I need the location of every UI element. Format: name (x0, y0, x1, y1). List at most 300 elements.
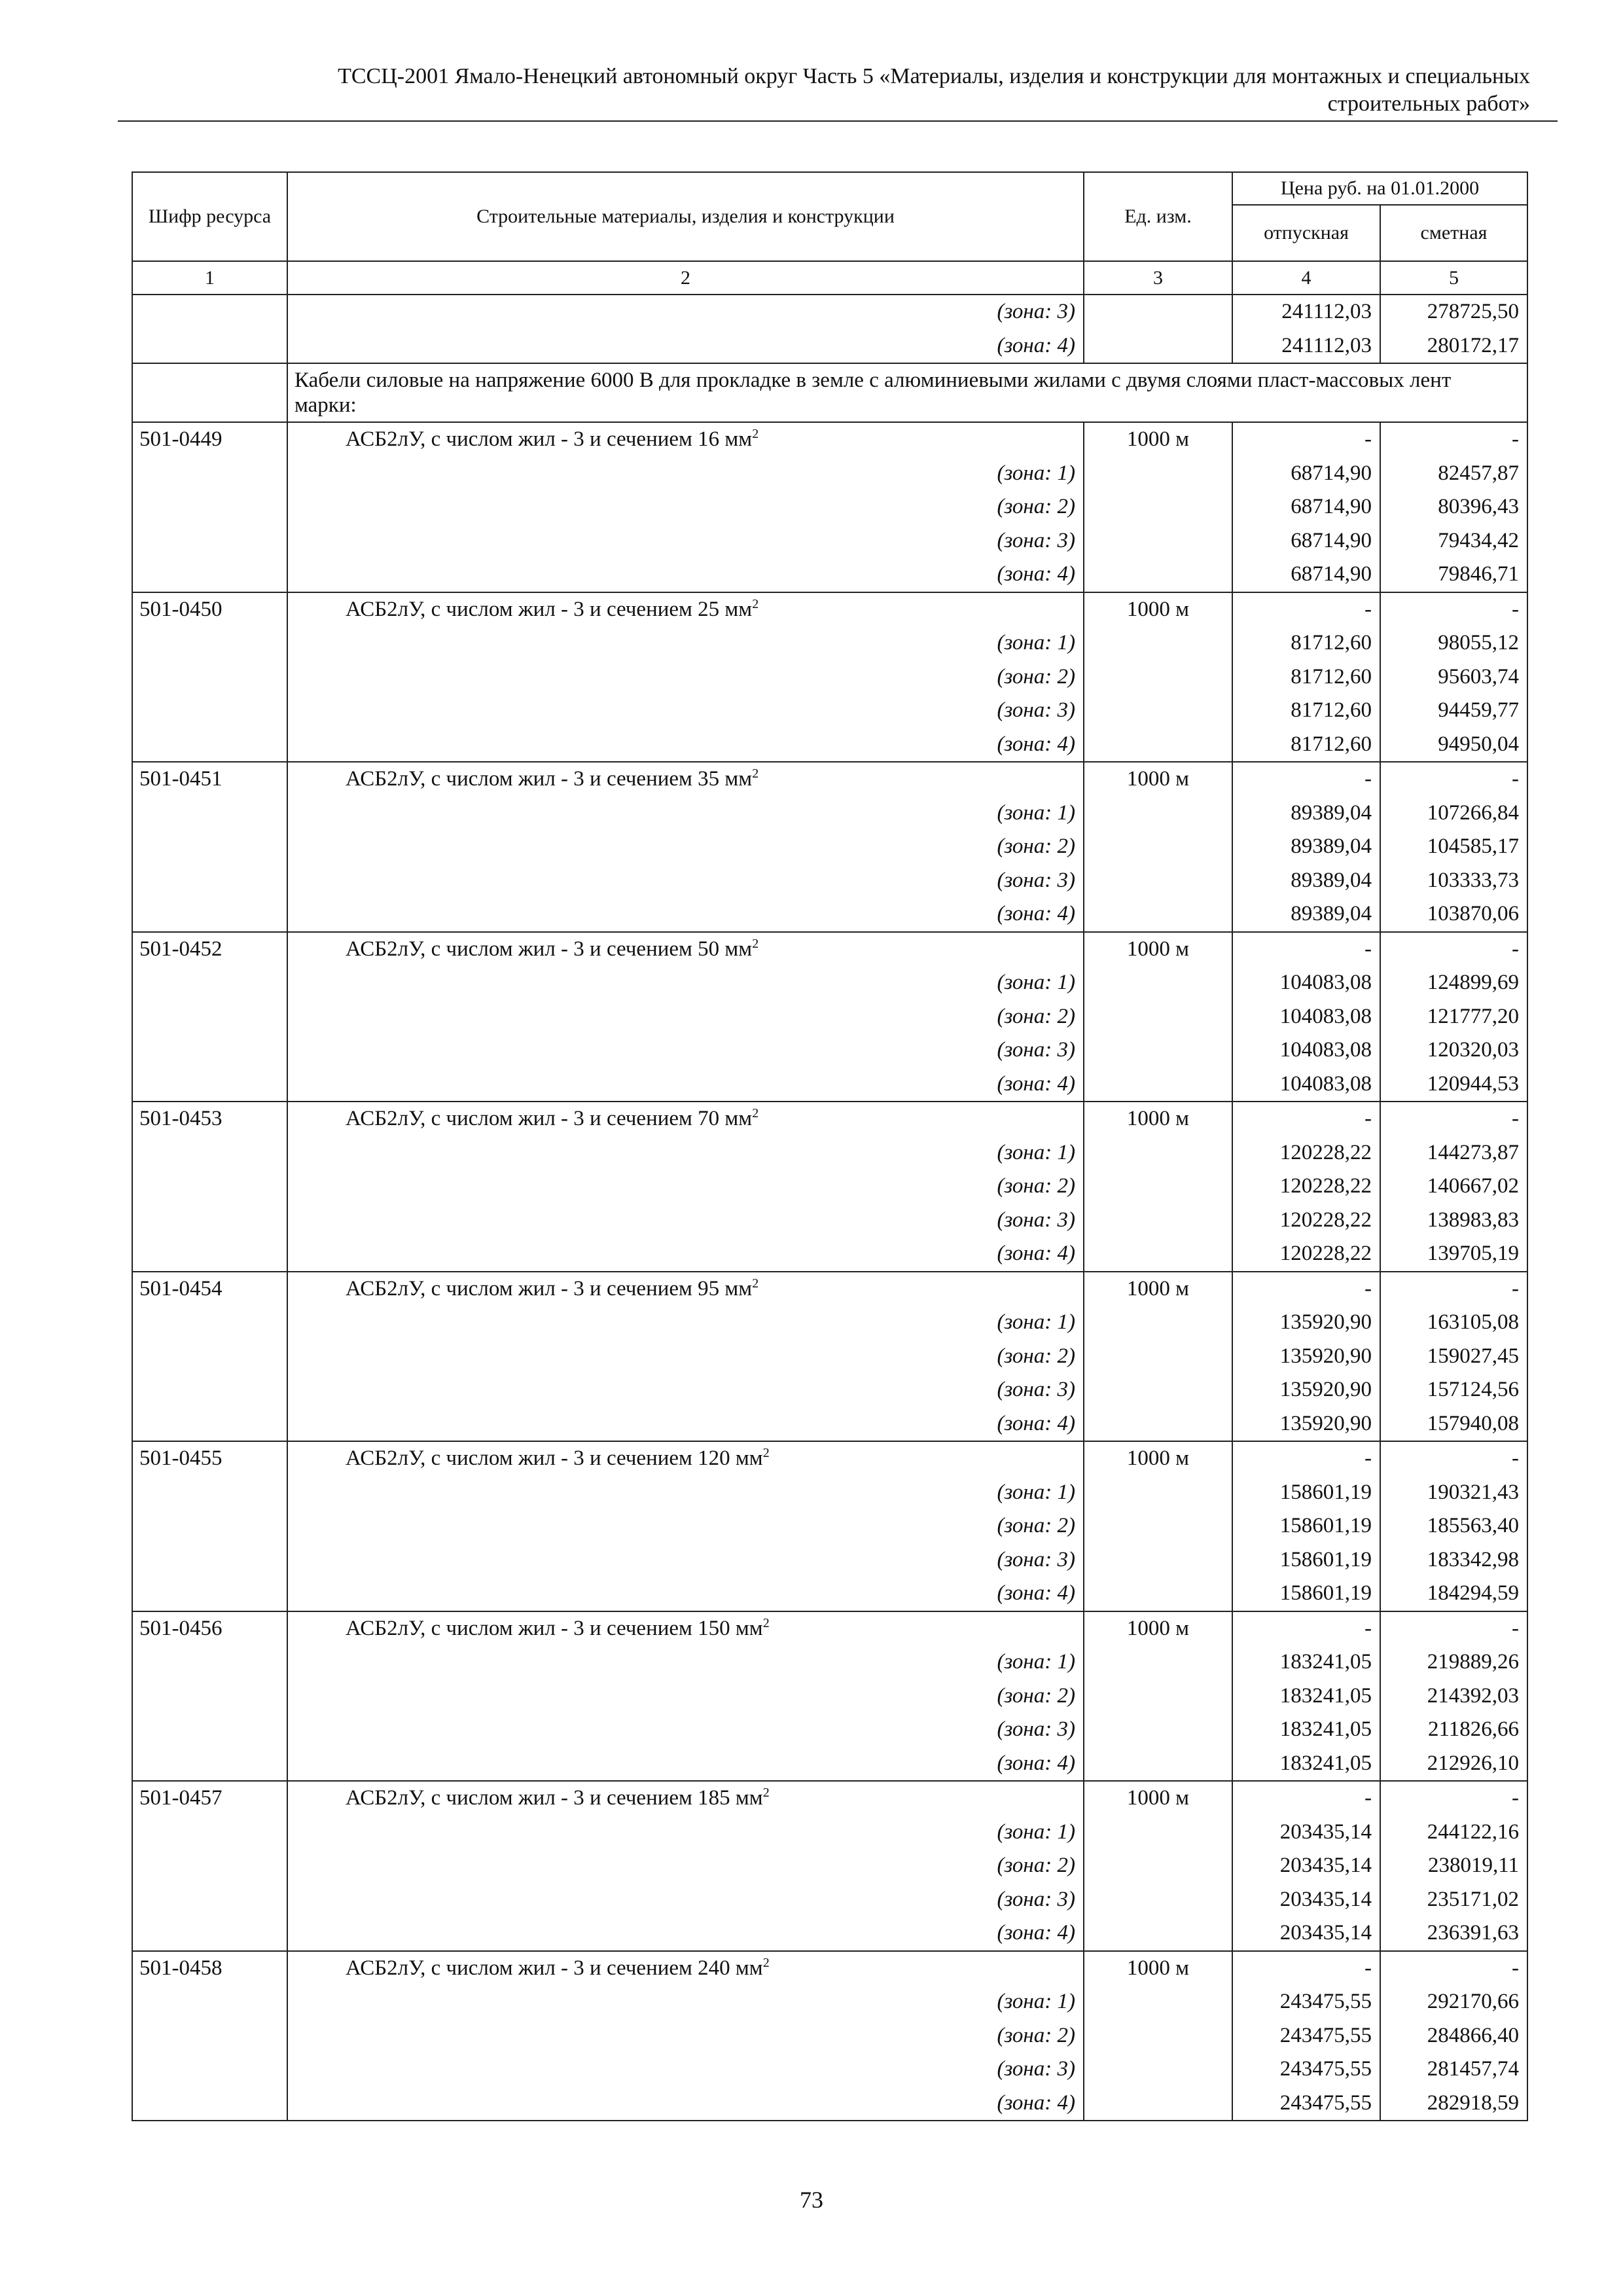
zone-row (132, 558, 1527, 592)
release-price: 203435,14 (1232, 1849, 1380, 1883)
code-cell (132, 1916, 287, 1951)
unit-cell (1084, 1033, 1232, 1067)
section-row (132, 363, 1527, 422)
zone-row (132, 1407, 1527, 1442)
release-price: 158601,19 (1232, 1543, 1380, 1577)
col-header-name: Строительные материалы, изделия и конструкции (287, 172, 1084, 261)
zone-row (132, 1713, 1527, 1747)
release-price: 104083,08 (1232, 966, 1380, 1000)
zone-row (132, 1816, 1527, 1850)
zone-label: (зона: 2) (287, 660, 1084, 694)
item-code: 501-0450 (132, 592, 287, 627)
unit-cell (1084, 1916, 1232, 1951)
item-name: АСБ2лУ, с числом жил - 3 и сечением 35 мм (346, 767, 753, 791)
zone-label: (зона: 4) (287, 1747, 1084, 1782)
estimate-price: 104585,17 (1380, 830, 1527, 864)
zone-row (132, 1000, 1527, 1034)
unit-cell (1084, 2053, 1232, 2087)
item-name-cell (287, 592, 1084, 627)
item-code: 501-0454 (132, 1272, 287, 1306)
release-price: 68714,90 (1232, 558, 1380, 592)
unit-cell (1084, 797, 1232, 831)
release-price: 135920,90 (1232, 1340, 1380, 1374)
item-row (132, 762, 1527, 797)
unit-superscript: 2 (752, 936, 759, 951)
code-cell (132, 2087, 287, 2121)
release-price: 120228,22 (1232, 1170, 1380, 1204)
unit-cell (1084, 1000, 1232, 1034)
price-table (132, 171, 1528, 2121)
zone-label: (зона: 1) (287, 457, 1084, 491)
release-price: 81712,60 (1232, 626, 1380, 660)
estimate-price: 103333,73 (1380, 864, 1527, 898)
estimate-price: 139705,19 (1380, 1237, 1527, 1272)
zone-row (132, 864, 1527, 898)
item-row (132, 1781, 1527, 1816)
unit-superscript: 2 (762, 1955, 770, 1970)
item-row (132, 1102, 1527, 1136)
code-cell (132, 558, 287, 592)
zone-label: (зона: 4) (287, 1916, 1084, 1951)
estimate-price: - (1380, 422, 1527, 457)
estimate-price: - (1380, 1611, 1527, 1646)
estimate-price: 219889,26 (1380, 1645, 1527, 1679)
estimate-price: - (1380, 1441, 1527, 1476)
item-code: 501-0449 (132, 422, 287, 457)
zone-label: (зона: 2) (287, 1340, 1084, 1374)
zone-label: (зона: 3) (287, 1033, 1084, 1067)
zone-label: (зона: 2) (287, 490, 1084, 524)
release-price: 68714,90 (1232, 457, 1380, 491)
code-cell (132, 1373, 287, 1407)
item-code: 501-0452 (132, 932, 287, 967)
item-name: АСБ2лУ, с числом жил - 3 и сечением 150 мм (346, 1616, 763, 1640)
code-cell (132, 1849, 287, 1883)
estimate-price: 280172,17 (1380, 329, 1527, 364)
zone-label: (зона: 1) (287, 1476, 1084, 1510)
item-unit: 1000 м (1084, 762, 1232, 797)
zone-row (132, 694, 1527, 728)
zone-label: (зона: 4) (287, 897, 1084, 932)
zone-label: (зона: 3) (287, 1373, 1084, 1407)
zone-label: (зона: 4) (287, 1237, 1084, 1272)
item-row (132, 1272, 1527, 1306)
release-price: - (1232, 1272, 1380, 1306)
item-name: АСБ2лУ, с числом жил - 3 и сечением 70 мм (346, 1107, 753, 1130)
code-cell (132, 694, 287, 728)
zone-row (132, 2019, 1527, 2053)
release-price: 89389,04 (1232, 830, 1380, 864)
zone-label: (зона: 4) (287, 329, 1084, 364)
zone-row (132, 524, 1527, 558)
item-name-cell (287, 1102, 1084, 1136)
estimate-price: 157940,08 (1380, 1407, 1527, 1442)
release-price: 203435,14 (1232, 1883, 1380, 1917)
code-cell (132, 797, 287, 831)
item-name-cell (287, 1441, 1084, 1476)
zone-row (132, 1543, 1527, 1577)
zone-row (132, 1679, 1527, 1713)
unit-cell (1084, 966, 1232, 1000)
estimate-price: - (1380, 1272, 1527, 1306)
col-header-price-group: Цена руб. на 01.01.2000 (1232, 172, 1527, 205)
zone-row (132, 797, 1527, 831)
code-cell (132, 897, 287, 932)
code-cell (132, 1645, 287, 1679)
item-code: 501-0456 (132, 1611, 287, 1646)
estimate-price: 138983,83 (1380, 1204, 1527, 1238)
item-name-cell (287, 1781, 1084, 1816)
zone-row (132, 457, 1527, 491)
unit-cell (1084, 1136, 1232, 1170)
unit-cell (1084, 1849, 1232, 1883)
estimate-price: 163105,08 (1380, 1306, 1527, 1340)
zone-label: (зона: 1) (287, 1306, 1084, 1340)
estimate-price: 278725,50 (1380, 295, 1527, 329)
release-price: 243475,55 (1232, 2053, 1380, 2087)
zone-row (132, 1136, 1527, 1170)
code-cell (132, 1340, 287, 1374)
col-number-5: 5 (1380, 261, 1527, 295)
item-code: 501-0453 (132, 1102, 287, 1136)
unit-superscript: 2 (752, 427, 759, 441)
table-body (132, 295, 1527, 2121)
estimate-price: 292170,66 (1380, 1985, 1527, 2019)
unit-cell (1084, 660, 1232, 694)
zone-row (132, 1306, 1527, 1340)
estimate-price: 183342,98 (1380, 1543, 1527, 1577)
release-price: 135920,90 (1232, 1407, 1380, 1442)
unit-cell (1084, 1985, 1232, 2019)
estimate-price: 121777,20 (1380, 1000, 1527, 1034)
estimate-price: 284866,40 (1380, 2019, 1527, 2053)
zone-label: (зона: 3) (287, 1204, 1084, 1238)
zone-row (132, 2053, 1527, 2087)
zone-row (132, 1170, 1527, 1204)
zone-label: (зона: 2) (287, 2019, 1084, 2053)
estimate-price: 190321,43 (1380, 1476, 1527, 1510)
unit-cell (1084, 1373, 1232, 1407)
zone-label: (зона: 3) (287, 2053, 1084, 2087)
zone-label: (зона: 4) (287, 1577, 1084, 1611)
release-price: 135920,90 (1232, 1373, 1380, 1407)
release-price: 120228,22 (1232, 1136, 1380, 1170)
header-rule (118, 120, 1558, 122)
unit-cell (1084, 897, 1232, 932)
unit-superscript: 2 (762, 1615, 770, 1630)
estimate-price: - (1380, 932, 1527, 967)
col-header-code: Шифр ресурса (132, 172, 287, 261)
zone-label: (зона: 2) (287, 1000, 1084, 1034)
release-price: 120228,22 (1232, 1237, 1380, 1272)
zone-label: (зона: 3) (287, 1543, 1084, 1577)
unit-superscript: 2 (752, 1106, 759, 1121)
release-price: 68714,90 (1232, 490, 1380, 524)
zone-label: (зона: 1) (287, 1816, 1084, 1850)
unit-cell (1084, 2019, 1232, 2053)
zone-label: (зона: 3) (287, 524, 1084, 558)
item-name-cell (287, 1951, 1084, 1986)
unit-cell (1084, 1577, 1232, 1611)
estimate-price: 244122,16 (1380, 1816, 1527, 1850)
zone-label: (зона: 1) (287, 797, 1084, 831)
unit-cell (1084, 490, 1232, 524)
unit-cell (1084, 1204, 1232, 1238)
code-cell (132, 1136, 287, 1170)
zone-label: (зона: 1) (287, 1136, 1084, 1170)
zone-label: (зона: 2) (287, 1170, 1084, 1204)
code-cell (132, 1577, 287, 1611)
estimate-price: 184294,59 (1380, 1577, 1527, 1611)
estimate-price: 238019,11 (1380, 1849, 1527, 1883)
release-price: 183241,05 (1232, 1713, 1380, 1747)
item-unit: 1000 м (1084, 422, 1232, 457)
item-row (132, 932, 1527, 967)
release-price: 81712,60 (1232, 694, 1380, 728)
item-name: АСБ2лУ, с числом жил - 3 и сечением 16 мм (346, 427, 753, 451)
unit-cell (1084, 295, 1232, 329)
estimate-price: 120944,53 (1380, 1067, 1527, 1102)
zone-row (132, 1033, 1527, 1067)
estimate-price: 185563,40 (1380, 1509, 1527, 1543)
item-name-cell (287, 932, 1084, 967)
code-cell (132, 1033, 287, 1067)
code-cell (132, 1000, 287, 1034)
zone-label: (зона: 3) (287, 295, 1084, 329)
unit-cell (1084, 1476, 1232, 1510)
item-unit: 1000 м (1084, 1102, 1232, 1136)
item-row (132, 422, 1527, 457)
zone-label: (зона: 4) (287, 1067, 1084, 1102)
zone-row (132, 728, 1527, 762)
zone-label: (зона: 4) (287, 728, 1084, 762)
release-price: 68714,90 (1232, 524, 1380, 558)
item-code: 501-0451 (132, 762, 287, 797)
zone-label: (зона: 4) (287, 1407, 1084, 1442)
item-unit: 1000 м (1084, 1781, 1232, 1816)
unit-superscript: 2 (762, 1446, 770, 1460)
unit-cell (1084, 1713, 1232, 1747)
estimate-price: 98055,12 (1380, 626, 1527, 660)
item-name: АСБ2лУ, с числом жил - 3 и сечением 120 мм (346, 1446, 763, 1470)
zone-row (132, 1340, 1527, 1374)
code-cell (132, 1679, 287, 1713)
code-cell (132, 830, 287, 864)
item-name: АСБ2лУ, с числом жил - 3 и сечением 50 мм (346, 937, 753, 961)
zone-row (132, 490, 1527, 524)
release-price: 158601,19 (1232, 1476, 1380, 1510)
code-cell (132, 295, 287, 329)
release-price: - (1232, 422, 1380, 457)
release-price: 241112,03 (1232, 329, 1380, 364)
release-price: 158601,19 (1232, 1509, 1380, 1543)
estimate-price: 212926,10 (1380, 1747, 1527, 1782)
estimate-price: 140667,02 (1380, 1170, 1527, 1204)
item-name: АСБ2лУ, с числом жил - 3 и сечением 95 мм (346, 1276, 753, 1300)
unit-superscript: 2 (762, 1785, 770, 1800)
release-price: 243475,55 (1232, 2019, 1380, 2053)
code-cell (132, 490, 287, 524)
estimate-price: - (1380, 592, 1527, 627)
code-cell (132, 1543, 287, 1577)
code-cell (132, 524, 287, 558)
code-cell (132, 329, 287, 364)
zone-row (132, 1883, 1527, 1917)
zone-row (132, 2087, 1527, 2121)
release-price: - (1232, 1441, 1380, 1476)
unit-cell (1084, 1306, 1232, 1340)
estimate-price: 82457,87 (1380, 457, 1527, 491)
estimate-price: 103870,06 (1380, 897, 1527, 932)
zone-label: (зона: 1) (287, 1985, 1084, 2019)
code-cell (132, 966, 287, 1000)
item-row (132, 592, 1527, 627)
zone-label: (зона: 2) (287, 1679, 1084, 1713)
zone-label: (зона: 3) (287, 694, 1084, 728)
item-row (132, 1441, 1527, 1476)
unit-cell (1084, 457, 1232, 491)
code-cell (132, 1883, 287, 1917)
unit-cell (1084, 1067, 1232, 1102)
zone-label: (зона: 3) (287, 1713, 1084, 1747)
zone-row (132, 660, 1527, 694)
zone-label: (зона: 1) (287, 1645, 1084, 1679)
release-price: 89389,04 (1232, 797, 1380, 831)
code-cell (132, 1713, 287, 1747)
unit-cell (1084, 1816, 1232, 1850)
estimate-price: 80396,43 (1380, 490, 1527, 524)
code-cell (132, 1067, 287, 1102)
zone-row (132, 1204, 1527, 1238)
code-cell (132, 1747, 287, 1782)
estimate-price: 282918,59 (1380, 2087, 1527, 2121)
unit-cell (1084, 728, 1232, 762)
release-price: 243475,55 (1232, 2087, 1380, 2121)
estimate-price: 79846,71 (1380, 558, 1527, 592)
zone-row (132, 1577, 1527, 1611)
release-price: - (1232, 1102, 1380, 1136)
estimate-price: 144273,87 (1380, 1136, 1527, 1170)
estimate-price: 124899,69 (1380, 966, 1527, 1000)
item-unit: 1000 м (1084, 1611, 1232, 1646)
zone-row (132, 329, 1527, 364)
page-number: 73 (800, 2187, 823, 2213)
release-price: - (1232, 592, 1380, 627)
zone-row (132, 1645, 1527, 1679)
zone-row (132, 626, 1527, 660)
item-name: АСБ2лУ, с числом жил - 3 и сечением 185 мм (346, 1786, 763, 1810)
unit-cell (1084, 2087, 1232, 2121)
zone-label: (зона: 1) (287, 626, 1084, 660)
estimate-price: 94459,77 (1380, 694, 1527, 728)
unit-cell (1084, 1340, 1232, 1374)
release-price: 158601,19 (1232, 1577, 1380, 1611)
zone-row (132, 1373, 1527, 1407)
item-row (132, 1951, 1527, 1986)
unit-cell (1084, 558, 1232, 592)
zone-row (132, 295, 1527, 329)
release-price: 183241,05 (1232, 1747, 1380, 1782)
col-number-3: 3 (1084, 261, 1232, 295)
item-unit: 1000 м (1084, 932, 1232, 967)
release-price: 135920,90 (1232, 1306, 1380, 1340)
estimate-price: 107266,84 (1380, 797, 1527, 831)
release-price: 104083,08 (1232, 1000, 1380, 1034)
zone-row (132, 1476, 1527, 1510)
estimate-price: - (1380, 1781, 1527, 1816)
release-price: 243475,55 (1232, 1985, 1380, 2019)
code-cell (132, 1237, 287, 1272)
item-unit: 1000 м (1084, 1951, 1232, 1986)
zone-row (132, 1747, 1527, 1782)
header-line-1: ТССЦ-2001 Ямало-Ненецкий автономный округ Часть 5 «Материалы, изделия и конструкции для монтажных и специальных (338, 64, 1530, 88)
code-cell (132, 1306, 287, 1340)
code-cell (132, 728, 287, 762)
unit-cell (1084, 1645, 1232, 1679)
unit-cell (1084, 1237, 1232, 1272)
col-number-4: 4 (1232, 261, 1380, 295)
col-number-1: 1 (132, 261, 287, 295)
unit-cell (1084, 1170, 1232, 1204)
estimate-price: 211826,66 (1380, 1713, 1527, 1747)
estimate-price: - (1380, 1102, 1527, 1136)
section-title: Кабели силовые на напряжение 6000 В для прокладке в земле с алюминиевыми жилами с двумя слоями пласт-массовых лент марки: (287, 363, 1527, 422)
item-unit: 1000 м (1084, 592, 1232, 627)
code-cell (132, 363, 287, 422)
release-price: 183241,05 (1232, 1645, 1380, 1679)
release-price: 183241,05 (1232, 1679, 1380, 1713)
release-price: 89389,04 (1232, 897, 1380, 932)
release-price: - (1232, 762, 1380, 797)
col-header-unit: Ед. изм. (1084, 172, 1232, 261)
estimate-price: 214392,03 (1380, 1679, 1527, 1713)
unit-superscript: 2 (752, 596, 759, 611)
unit-cell (1084, 329, 1232, 364)
col-header-release: отпускная (1232, 205, 1380, 261)
release-price: 241112,03 (1232, 295, 1380, 329)
unit-superscript: 2 (752, 766, 759, 781)
unit-cell (1084, 1543, 1232, 1577)
zone-label: (зона: 1) (287, 966, 1084, 1000)
release-price: 81712,60 (1232, 660, 1380, 694)
unit-cell (1084, 1407, 1232, 1442)
zone-row (132, 1849, 1527, 1883)
zone-label: (зона: 2) (287, 1509, 1084, 1543)
unit-cell (1084, 1509, 1232, 1543)
release-price: 104083,08 (1232, 1067, 1380, 1102)
unit-cell (1084, 1747, 1232, 1782)
release-price: - (1232, 1781, 1380, 1816)
item-name: АСБ2лУ, с числом жил - 3 и сечением 25 мм (346, 597, 753, 621)
col-header-estimate: сметная (1380, 205, 1527, 261)
code-cell (132, 2053, 287, 2087)
zone-row (132, 1237, 1527, 1272)
estimate-price: 157124,56 (1380, 1373, 1527, 1407)
estimate-price: 79434,42 (1380, 524, 1527, 558)
zone-row (132, 1916, 1527, 1951)
release-price: 203435,14 (1232, 1916, 1380, 1951)
zone-row (132, 1067, 1527, 1102)
unit-cell (1084, 694, 1232, 728)
code-cell (132, 1985, 287, 2019)
zone-label: (зона: 4) (287, 2087, 1084, 2121)
unit-cell (1084, 830, 1232, 864)
item-name-cell (287, 1611, 1084, 1646)
release-price: - (1232, 1611, 1380, 1646)
code-cell (132, 626, 287, 660)
estimate-price: - (1380, 1951, 1527, 1986)
unit-cell (1084, 524, 1232, 558)
